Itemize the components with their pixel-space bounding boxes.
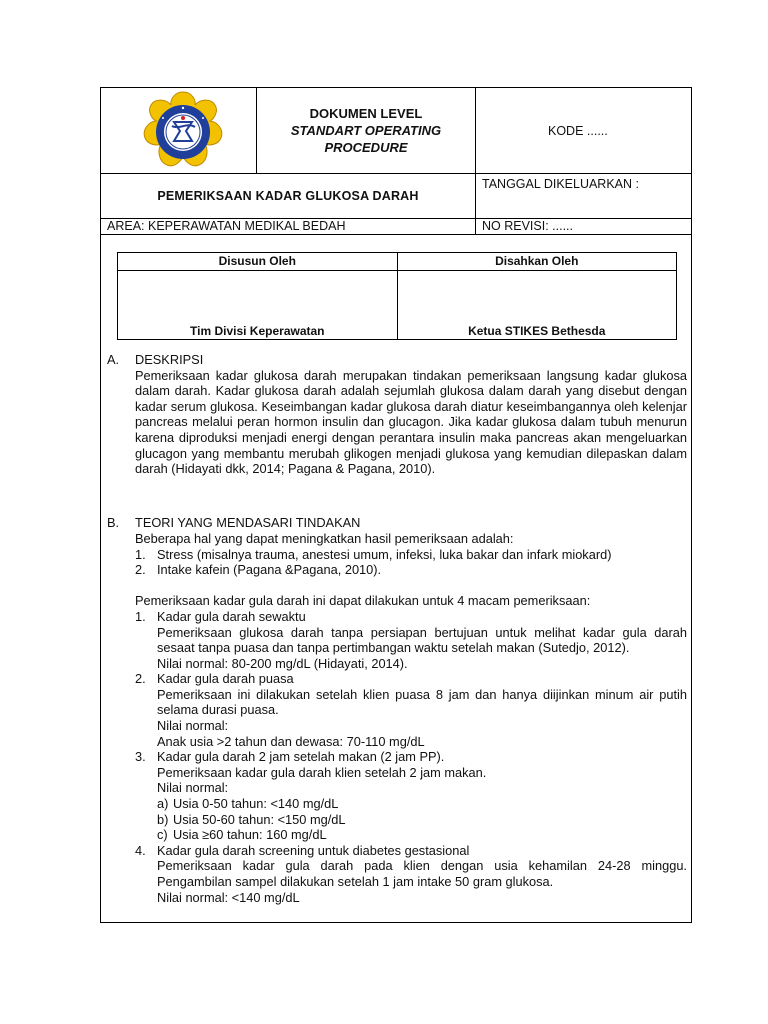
normal-value-item xyxy=(157,796,687,812)
normal-label: Nilai normal: xyxy=(157,780,229,796)
normal-value: Usia 50-60 tahun: <150 mg/dL xyxy=(173,811,346,827)
list-number: 4. xyxy=(135,842,146,858)
logo-cell xyxy=(101,88,257,174)
list-text: Stress (misalnya trauma, anestesi umum, infeksi, luka bakar dan infark miokard) xyxy=(157,546,612,562)
exam-description: Pemeriksaan kadar gula darah klien setelah 2 jam makan. xyxy=(157,764,487,780)
list-number: 1. xyxy=(135,608,146,624)
exam-title: Kadar gula darah 2 jam setelah makan (2 jam PP). xyxy=(157,749,445,765)
exam-description: Pemeriksaan kadar gula darah pada klien dengan usia kehamilan 24-28 minggu. Pengambilan sampel dilakukan setelah 1 jam intake 50 gram glukosa. xyxy=(157,858,687,889)
normal-value-item xyxy=(157,812,687,828)
signature-table xyxy=(117,252,677,340)
list-number: 3. xyxy=(135,749,146,765)
section-b-intro: Beberapa hal yang dapat meningkatkan hasil pemeriksaan adalah: xyxy=(135,530,514,546)
normal-value: Nilai normal: 80-200 mg/dL (Hidayati, 2014). xyxy=(157,655,408,671)
list-number: 2. xyxy=(135,562,146,578)
document-level-label: DOKUMEN LEVEL xyxy=(309,106,423,121)
approved-by-name: Ketua STIKES Bethesda xyxy=(397,271,677,340)
normal-value-item xyxy=(157,827,687,843)
list-item xyxy=(135,562,687,578)
sop-label-line2: PROCEDURE xyxy=(324,140,408,155)
issue-date-field: TANGGAL DIKELUARKAN : xyxy=(476,174,692,219)
section-b-label: B. xyxy=(107,515,120,531)
normal-value: Anak usia >2 tahun dan dewasa: 70-110 mg/dL xyxy=(157,733,425,749)
document-body xyxy=(107,352,687,905)
procedure-title: PEMERIKSAAN KADAR GLUKOSA DARAH xyxy=(101,174,476,219)
exam-description: Pemeriksaan glukosa darah tanpa persiapan bertujuan untuk melihat kadar gula darah sesaat tanpa puasa dan tanpa pertimbangan waktu setelah makan (Sutedjo, 2012). xyxy=(157,624,687,656)
section-b-intro2: Pemeriksaan kadar gula darah ini dapat dilakukan untuk 4 macam pemeriksaan: xyxy=(135,593,591,609)
exam-title: Kadar gula darah screening untuk diabetes gestasional xyxy=(157,842,470,858)
sub-letter: c) xyxy=(157,827,168,843)
exam-item-1 xyxy=(135,609,687,671)
normal-value: Usia 0-50 tahun: <140 mg/dL xyxy=(173,796,339,812)
list-item xyxy=(135,547,687,563)
document-level-cell xyxy=(257,88,476,174)
institution-logo xyxy=(129,90,237,172)
section-b-title: TEORI YANG MENDASARI TINDAKAN xyxy=(135,515,361,531)
area-field: AREA: KEPERAWATAN MEDIKAL BEDAH xyxy=(101,219,476,235)
exam-item-2 xyxy=(135,671,687,749)
exam-item-4 xyxy=(135,843,687,905)
exam-title: Kadar gula darah puasa xyxy=(157,671,294,687)
header-table xyxy=(101,88,691,235)
list-text: Intake kafein (Pagana &Pagana, 2010). xyxy=(157,562,382,578)
normal-value: Usia ≥60 tahun: 160 mg/dL xyxy=(173,827,327,843)
sop-label-line1: STANDART OPERATING xyxy=(290,123,442,138)
sub-letter: b) xyxy=(157,811,169,827)
prepared-by-name: Tim Divisi Keperawatan xyxy=(118,271,398,340)
prepared-by-header: Disusun Oleh xyxy=(118,253,398,271)
normal-label: Nilai normal: xyxy=(157,718,229,734)
kode-field: KODE ...... xyxy=(476,88,692,174)
exam-title: Kadar gula darah sewaktu xyxy=(157,608,306,624)
section-a-body: Pemeriksaan kadar glukosa darah merupakan tindakan pemeriksaan langsung kadar glukosa dalam darah. Kadar glukosa darah adalah sejumlah glukosa dalam darah yang disebut dengan kadar serum glukosa. Keseimbangan kadar glukosa darah diatur keseimbangannya oleh kelenjar pancreas melalui peran hormon insulin dan glucagon. Jika kadar glukosa dalam tubuh menurun karena diproduksi menjadi energi dengan perantara insulin maka pancreas akan mengeluarkan glucagon yang membantu merubah glikogen menjadi glukosa yang kemudian dilepaskan dalam darah (Hidayati dkk, 2014; Pagana & Pagana, 2010). xyxy=(135,367,687,477)
sub-letter: a) xyxy=(157,796,169,812)
section-theory xyxy=(107,515,687,905)
normal-value: Nilai normal: <140 mg/dL xyxy=(157,889,300,905)
document-frame xyxy=(100,87,692,923)
section-description xyxy=(107,352,687,477)
exam-item-3 xyxy=(135,749,687,843)
revision-field: NO REVISI: ...... xyxy=(476,219,692,235)
section-a-label: A. xyxy=(107,352,120,367)
list-number: 2. xyxy=(135,671,146,687)
approved-by-header: Disahkan Oleh xyxy=(397,253,677,271)
list-number: 1. xyxy=(135,546,146,562)
section-a-title: DESKRIPSI xyxy=(135,352,204,367)
exam-description: Pemeriksaan ini dilakukan setelah klien puasa 8 jam dan hanya diijinkan minum air putih selama durasi puasa. xyxy=(157,686,687,718)
